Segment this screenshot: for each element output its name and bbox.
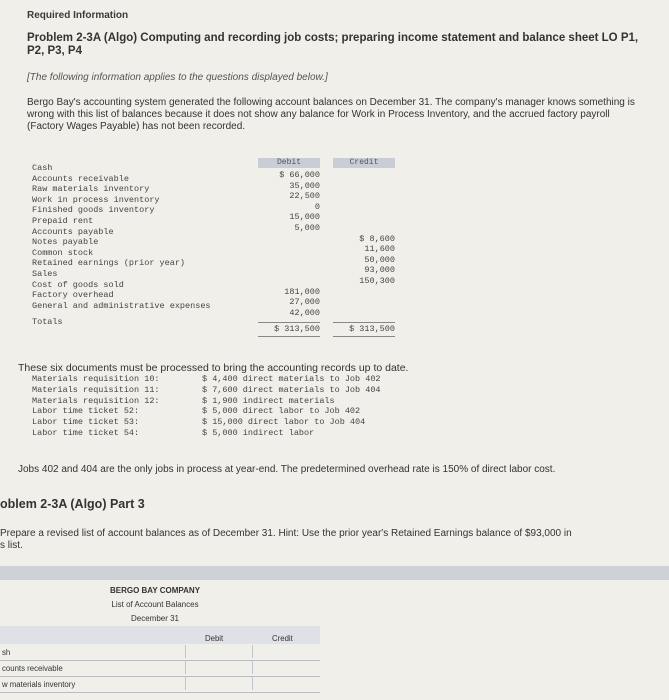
row-label-raw-materials: w materials inventory [2, 680, 76, 689]
credit-value: 93,000 [364, 265, 395, 276]
document-item [32, 428, 452, 439]
debit-value: 15,000 [289, 212, 320, 223]
answer-bar [0, 566, 669, 580]
debit-value [258, 234, 320, 245]
debit-value: 22,500 [289, 191, 320, 202]
document-description: $ 5,000 direct labor to Job 402 [202, 406, 361, 417]
credit-value [333, 297, 395, 308]
credit-value [333, 212, 395, 223]
statement-date: December 31 [130, 614, 180, 623]
totals-rule-credit [333, 322, 395, 323]
credit-value [333, 223, 395, 234]
document-description: $ 7,600 direct materials to Job 404 [202, 384, 381, 395]
documents-list [32, 374, 452, 439]
row-label-accounts-receivable: counts receivable [2, 664, 63, 673]
account-name: Accounts payable [32, 226, 114, 237]
document-name: Materials requisition 12: [32, 395, 160, 406]
document-name: Labor time ticket 54: [32, 427, 140, 438]
double-rule-debit [258, 336, 320, 337]
account-name: Sales [32, 268, 58, 279]
debit-value: 27,000 [289, 297, 320, 308]
table-credit-header: Credit [272, 634, 293, 643]
account-name: General and administrative expenses [32, 300, 211, 311]
credit-value [333, 181, 395, 192]
document-name: Materials requisition 10: [32, 374, 160, 384]
document-description: $ 1,900 indirect materials [202, 395, 335, 406]
account-name: Prepaid rent [32, 215, 94, 226]
document-item [32, 385, 452, 396]
debit-value [258, 255, 320, 266]
intro-paragraph: Bergo Bay's accounting system generated the following account balances on December 31. The company's manager knows something is wrong with this list of balances because it does not show any balance for Work in Process Inventory, and the accrued factory payroll (Factory Wages Payable) has not been recorded. [27, 97, 635, 132]
credit-value [333, 287, 395, 298]
credit-value: 11,600 [364, 244, 395, 255]
credit-value: 50,000 [364, 254, 395, 265]
document-description: $ 4,400 direct materials to Job 402 [202, 374, 381, 384]
credit-value: 150,300 [359, 275, 395, 286]
statement-title: List of Account Balances [111, 600, 199, 609]
part3-instruction [0, 528, 669, 552]
document-item [32, 396, 452, 407]
row-label-cash: sh [2, 648, 11, 657]
totals-rule-debit [258, 322, 320, 323]
credit-values-column [333, 170, 395, 335]
account-name: Totals [32, 317, 63, 328]
document-name: Labor time ticket 52: [32, 406, 140, 417]
account-name: Raw materials inventory [32, 184, 150, 195]
problem-title: Problem 2-3A (Algo) Computing and recording job costs; preparing income statement and balance sheet LO P1, P2, P3, P4 [27, 32, 639, 57]
part3-title: oblem 2-3A (Algo) Part 3 [0, 497, 145, 511]
document-description: $ 15,000 direct labor to Job 404 [202, 417, 366, 428]
account-name: Notes payable [32, 237, 99, 248]
account-names-list [32, 163, 252, 328]
account-name: Common stock [32, 247, 94, 258]
debit-value: 181,000 [284, 286, 320, 297]
document-item [32, 417, 452, 428]
debit-value: 5,000 [294, 222, 320, 233]
jobs-note: Jobs 402 and 404 are the only jobs in process at year-end. The predetermined overhead rate is 150% of direct labor cost. [18, 464, 556, 475]
part3-instruction-line: Prepare a revised list of account balances as of December 31. Hint: Use the prior year's Retained Earnings balance of $93,000 in [0, 528, 572, 539]
debit-value [258, 265, 320, 276]
credit-value [333, 191, 395, 202]
company-name: BERGO BAY COMPANY [109, 586, 201, 595]
account-name: Cash [32, 163, 53, 173]
debit-value: 0 [314, 201, 320, 212]
credit-value [333, 170, 395, 181]
debit-input-accounts-receivable[interactable] [185, 661, 241, 674]
credit-input-raw-materials[interactable] [252, 677, 313, 690]
debit-value [258, 244, 320, 255]
account-name: Factory overhead [32, 290, 114, 301]
document-item [32, 374, 452, 385]
table-row[interactable] [0, 676, 320, 693]
debit-value: $ 66,000 [279, 170, 320, 180]
credit-value: $ 313,500 [349, 324, 395, 335]
debit-value: 35,000 [289, 180, 320, 191]
document-description: $ 5,000 indirect labor [202, 427, 315, 438]
credit-input-accounts-receivable[interactable] [252, 661, 313, 674]
part3-instruction-cont: s list. [0, 540, 23, 551]
debit-column-header: Debit [258, 158, 320, 168]
credit-value [333, 308, 395, 319]
debit-input-cash[interactable] [185, 645, 241, 658]
credit-column-header: Credit [333, 158, 395, 168]
account-name: Accounts receivable [32, 173, 129, 184]
documents-intro: These six documents must be processed to bring the accounting records up to date. [18, 362, 409, 374]
table-row[interactable] [0, 644, 320, 661]
account-name: Work in process inventory [32, 194, 160, 205]
debit-value: $ 313,500 [274, 324, 320, 335]
account-name: Finished goods inventory [32, 205, 155, 216]
required-information-heading: Required Information [27, 10, 129, 21]
debit-input-raw-materials[interactable] [185, 677, 241, 690]
credit-value [333, 202, 395, 213]
account-name: Cost of goods sold [32, 279, 124, 290]
debit-values-column [258, 170, 320, 335]
document-name: Materials requisition 11: [32, 384, 160, 395]
debit-value: 42,000 [289, 307, 320, 318]
table-debit-header: Debit [205, 634, 224, 643]
debit-value [258, 276, 320, 287]
account-name: Retained earnings (prior year) [32, 258, 186, 269]
applies-note: [The following information applies to the questions displayed below.] [27, 72, 328, 83]
document-item [32, 406, 452, 417]
credit-input-cash[interactable] [252, 645, 313, 658]
document-name: Labor time ticket 53: [32, 417, 140, 428]
credit-value: $ 8,600 [359, 233, 395, 244]
double-rule-credit [333, 336, 395, 337]
answer-table [0, 580, 669, 700]
table-row[interactable] [0, 660, 320, 677]
